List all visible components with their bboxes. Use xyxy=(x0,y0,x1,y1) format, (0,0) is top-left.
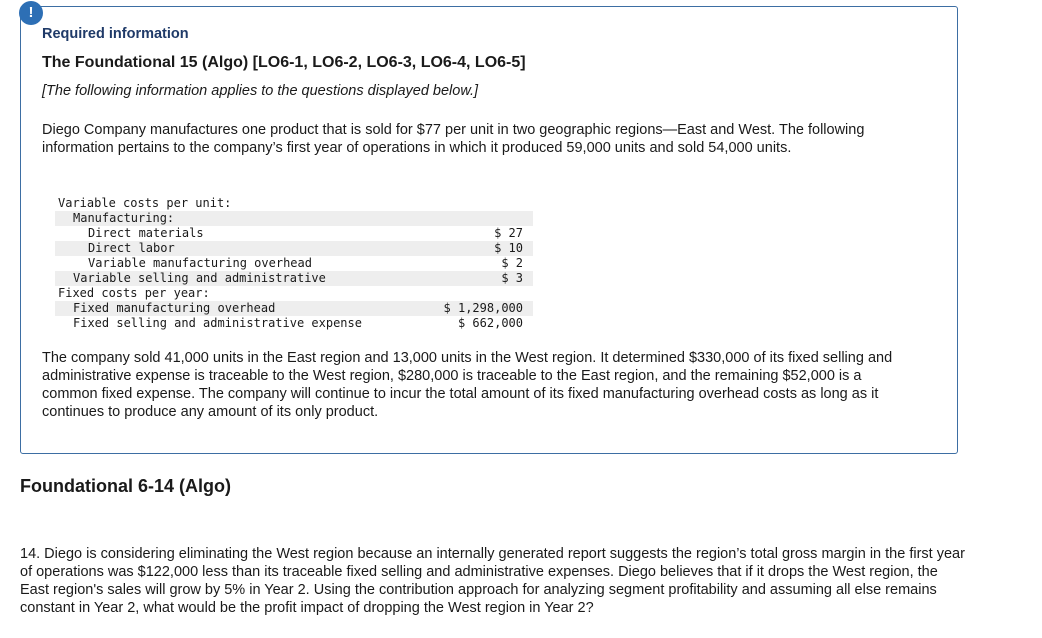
row-label: Variable manufacturing overhead xyxy=(88,256,312,270)
table-row xyxy=(55,301,533,316)
table-row xyxy=(55,196,533,211)
table-row xyxy=(55,271,533,286)
intro-paragraph: Diego Company manufactures one product that is sold for $77 per unit in two geographic regions—East and West. The following information pertains to the company’s first year of operations in which it produced 59,000 units and sold 54,000 units. xyxy=(42,122,865,156)
row-value: $ 1,298,000 xyxy=(443,301,523,315)
table-row xyxy=(55,286,533,301)
row-label: Fixed selling and administrative expense xyxy=(73,316,362,330)
applies-note: [The following information applies to the questions displayed below.] xyxy=(42,83,479,99)
table-row xyxy=(55,241,533,256)
row-value: $ 10 xyxy=(494,241,523,255)
row-value: $ 662,000 xyxy=(457,316,523,330)
row-value: $ 3 xyxy=(501,271,523,285)
row-value: $ 27 xyxy=(494,226,523,240)
cost-table xyxy=(55,196,533,331)
table-row xyxy=(55,211,533,226)
row-label: Variable selling and administrative xyxy=(73,271,326,285)
table-row xyxy=(55,226,533,241)
row-label: Variable costs per unit: xyxy=(58,196,232,210)
question-text: 14. Diego is considering eliminating the West region because an internally generated report suggests the region’s total gross margin in the first year of operations was $122,000 less than its traceable fixed selling and administrative expenses. Diego believes that if it drops the West region, the East region's sales will grow by 5% in Year 2. Using the contribution approach for analyzing segment profitability and assuming all else remains constant in Year 2, what would be the profit impact of dropping the West region in Year 2? xyxy=(20,546,965,616)
table-row xyxy=(55,316,533,331)
alert-icon: ! xyxy=(19,1,43,25)
required-info-heading: Required information xyxy=(42,26,189,42)
row-label: Direct materials xyxy=(88,226,204,240)
table-row xyxy=(55,256,533,271)
section-title: Foundational 6-14 (Algo) xyxy=(20,476,231,496)
foundational-title: The Foundational 15 (Algo) [LO6-1, LO6-2, LO6-3, LO6-4, LO6-5] xyxy=(42,54,526,71)
row-label: Fixed costs per year: xyxy=(58,286,210,300)
row-label: Manufacturing: xyxy=(73,211,175,225)
row-label: Direct labor xyxy=(88,241,175,255)
row-label: Fixed manufacturing overhead xyxy=(73,301,276,315)
region-paragraph: The company sold 41,000 units in the East region and 13,000 units in the West region. It determined $330,000 of its fixed selling and administrative expense is traceable to the West region, $280,000 is traceable to the East region, and the remaining $52,000 is a common fixed expense. The company will continue to incur the total amount of its fixed manufacturing overhead costs as long as it continues to produce any amount of its only product. xyxy=(42,350,893,420)
row-value: $ 2 xyxy=(501,256,523,270)
